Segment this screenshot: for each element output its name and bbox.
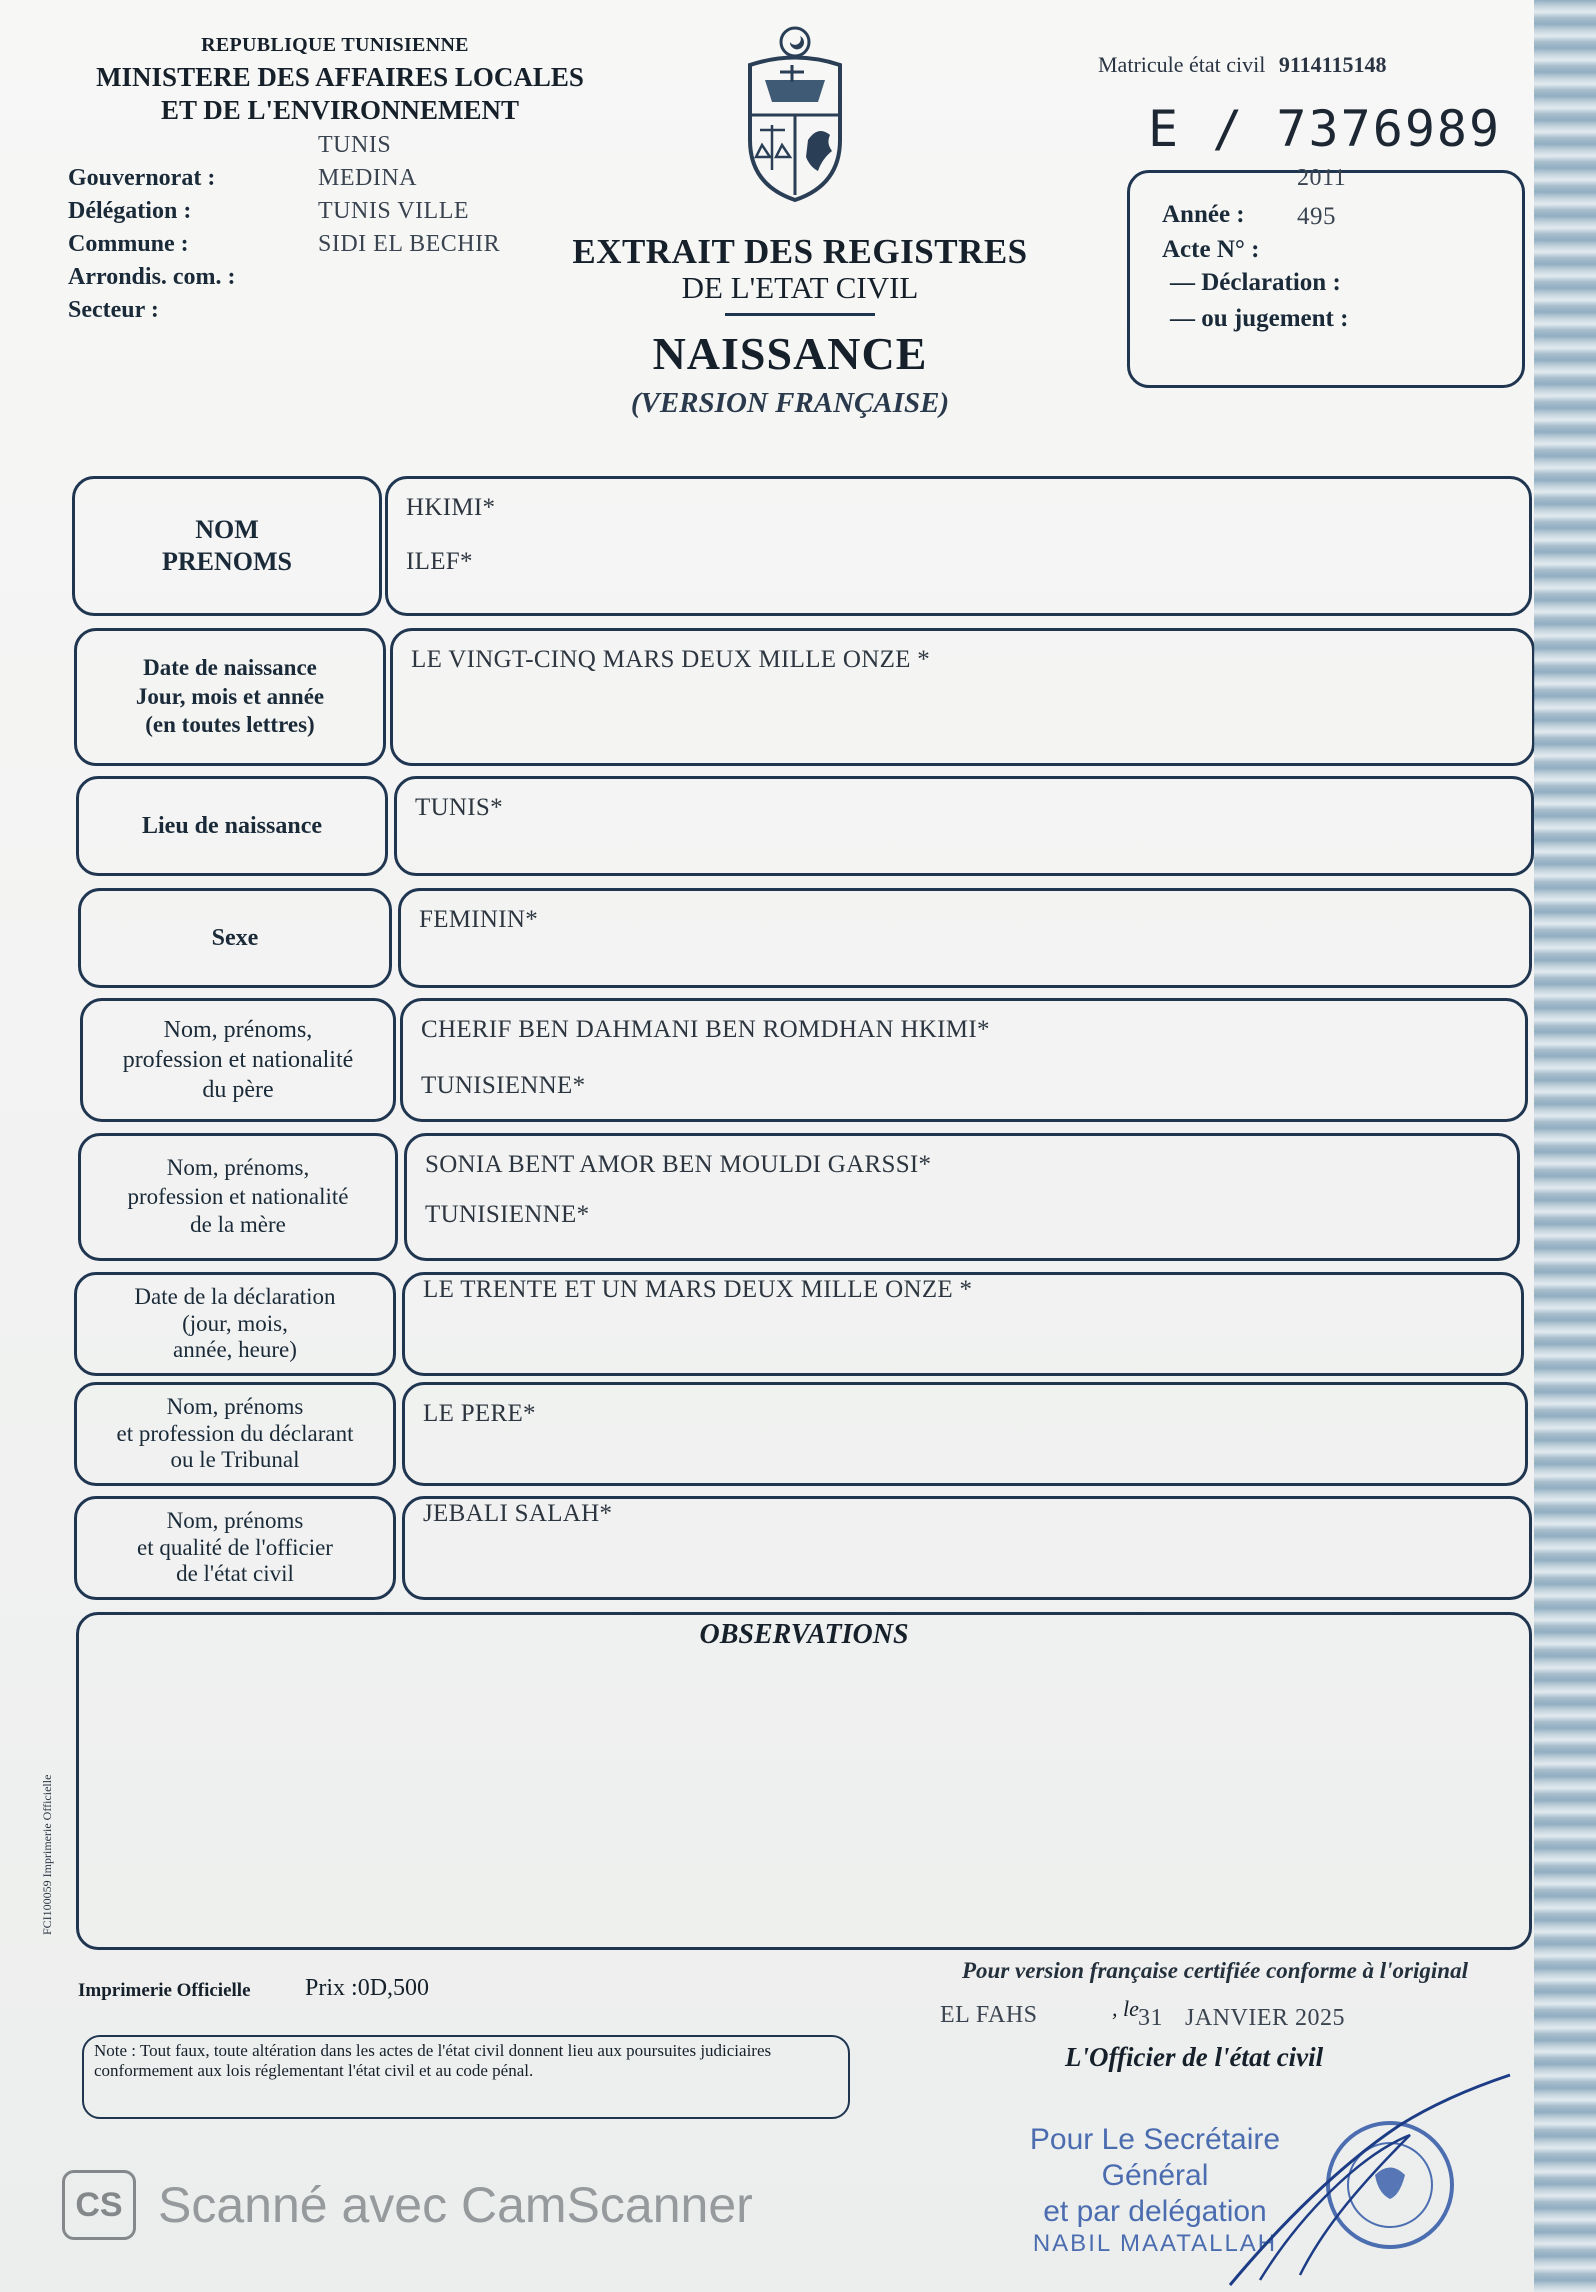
- ministry-line1: MINISTERE DES AFFAIRES LOCALES: [96, 62, 584, 92]
- row-label-date-naissance: [74, 628, 386, 766]
- row-value-officier: [402, 1496, 1532, 1600]
- decorative-wavy-border: [1534, 0, 1596, 2292]
- row-label-officier: Nom, prénoms et qualité de l'officier de l'état civil: [74, 1496, 396, 1600]
- row-value-nom-prenoms: [385, 476, 1532, 616]
- nom-value: HKIMI*: [406, 494, 496, 521]
- tunisia-coat-of-arms-icon: [730, 20, 860, 210]
- matricule: [1098, 52, 1386, 78]
- side-print-label: FCI100059 Imprimerie Officielle: [40, 1774, 54, 1935]
- commune-label: Commune :: [68, 231, 189, 257]
- price-label: Prix :: [305, 1975, 358, 2001]
- ministry-line2: ET DE L'ENVIRONNEMENT: [160, 95, 520, 125]
- republic-label: REPUBLIQUE TUNISIENNE: [201, 34, 469, 56]
- note-box: [82, 2035, 850, 2119]
- official-seal-icon: [1200, 2065, 1520, 2292]
- place-value: EL FAHS: [940, 2002, 1038, 2028]
- version-label: (VERSION FRANÇAISE): [630, 387, 950, 419]
- sexe-value: FEMININ*: [419, 906, 539, 933]
- camscanner-logo-icon: CS: [62, 2170, 136, 2240]
- annee-label: Année :: [1162, 201, 1245, 228]
- observations-box: [76, 1612, 1532, 1950]
- declaration-label: — Déclaration :: [1170, 269, 1341, 296]
- certified-label: Pour version française certifiée conforme à l'original: [962, 1958, 1468, 1983]
- row-label-declaration: Date de la déclaration (jour, mois, année, heure): [74, 1272, 396, 1376]
- mere-nationalite-value: TUNISIENNE*: [425, 1201, 590, 1228]
- day-value: 31: [1138, 2005, 1163, 2031]
- commune-value: TUNIS VILLE: [318, 198, 470, 224]
- camscanner-watermark-text: Scanné avec CamScanner: [158, 2177, 753, 2233]
- row-label-nom-prenoms: NOM PRENOMS: [72, 476, 382, 616]
- secteur-label: Secteur :: [68, 297, 159, 323]
- stamp-line1: Pour Le Secrétaire: [1029, 2123, 1281, 2156]
- delegation-label: Délégation :: [68, 198, 192, 224]
- row-label-declarant: Nom, prénoms et profession du déclarant ou le Tribunal: [74, 1382, 396, 1486]
- declaration-value: LE TRENTE ET UN MARS DEUX MILLE ONZE *: [423, 1276, 973, 1303]
- arrondissement-label: Arrondis. com. :: [68, 264, 236, 290]
- annee-value: 2011: [1297, 165, 1347, 191]
- stamp-line4: NABIL MAATALLAH: [1032, 2230, 1278, 2257]
- row-label-mere: Nom, prénoms, profession et nationalité de la mère: [78, 1133, 398, 1261]
- acte-box: [1127, 165, 1525, 388]
- title-line1: EXTRAIT DES REGISTRES: [572, 232, 1028, 271]
- row-value-mere: [404, 1133, 1520, 1261]
- lieu-naissance-value: TUNIS*: [415, 794, 503, 821]
- date-naissance-value: LE VINGT-CINQ MARS DEUX MILLE ONZE *: [411, 646, 931, 673]
- jugement-label: — ou jugement :: [1170, 305, 1349, 332]
- title-divider: [725, 313, 875, 316]
- location-fields: [68, 130, 548, 323]
- row-value-sexe: [398, 888, 1532, 988]
- date-naissance-label: Date de naissance Jour, mois et année (en toutes lettres): [135, 654, 325, 738]
- row-value-date-naissance: [390, 628, 1535, 766]
- doc-type: NAISSANCE: [652, 328, 928, 379]
- month-year-value: JANVIER 2025: [1185, 2005, 1345, 2031]
- row-value-declaration: [402, 1272, 1524, 1376]
- pere-nationalite-value: TUNISIENNE*: [421, 1072, 586, 1099]
- mere-nom-value: SONIA BENT AMOR BEN MOULDI GARSSI*: [425, 1151, 932, 1178]
- le-label: , le: [1112, 1996, 1139, 2021]
- gouvernorat-value: TUNIS: [318, 132, 392, 158]
- acte-label: Acte N° :: [1162, 236, 1260, 263]
- matricule-label: Matricule état civil: [1098, 52, 1266, 77]
- row-value-pere: [400, 998, 1528, 1122]
- pere-nom-value: CHERIF BEN DAHMANI BEN ROMDHAN HKIMI*: [421, 1016, 990, 1043]
- title-line2: DE L'ETAT CIVIL: [681, 270, 919, 305]
- arrondissement-value: SIDI EL BECHIR: [318, 231, 501, 257]
- stamp-line3: et par delégation: [1043, 2195, 1267, 2228]
- row-label-lieu-naissance: Lieu de naissance: [76, 776, 388, 876]
- gouvernorat-label: Gouvernorat :: [68, 165, 216, 191]
- prenom-value: ILEF*: [406, 548, 473, 575]
- declarant-value: LE PERE*: [423, 1400, 536, 1427]
- acte-value: 495: [1297, 203, 1336, 230]
- printer-label: Imprimerie Officielle: [78, 1980, 251, 2001]
- officer-label: L'Officier de l'état civil: [1065, 2042, 1324, 2072]
- price: [305, 1975, 429, 2002]
- row-value-declarant: [402, 1382, 1528, 1486]
- row-label-pere: Nom, prénoms, profession et nationalité du père: [80, 998, 396, 1122]
- note-text: Note : Tout faux, toute altération dans les actes de l'état civil donnent lieu aux poursuites judiciaires conformement aux lois réglementant l'état civil et au code pénal.: [94, 2041, 772, 2080]
- stamp-line2: Général: [1101, 2159, 1209, 2192]
- observations-title: OBSERVATIONS: [699, 1619, 909, 1650]
- matricule-value: 9114115148: [1278, 52, 1387, 77]
- officier-value: JEBALI SALAH*: [423, 1500, 613, 1527]
- delegation-value: MEDINA: [318, 165, 417, 191]
- serial-number: E / 7376989: [1148, 100, 1502, 158]
- row-label-sexe: Sexe: [78, 888, 392, 988]
- price-value: 0D,500: [357, 1975, 430, 2001]
- row-value-lieu-naissance: [394, 776, 1534, 876]
